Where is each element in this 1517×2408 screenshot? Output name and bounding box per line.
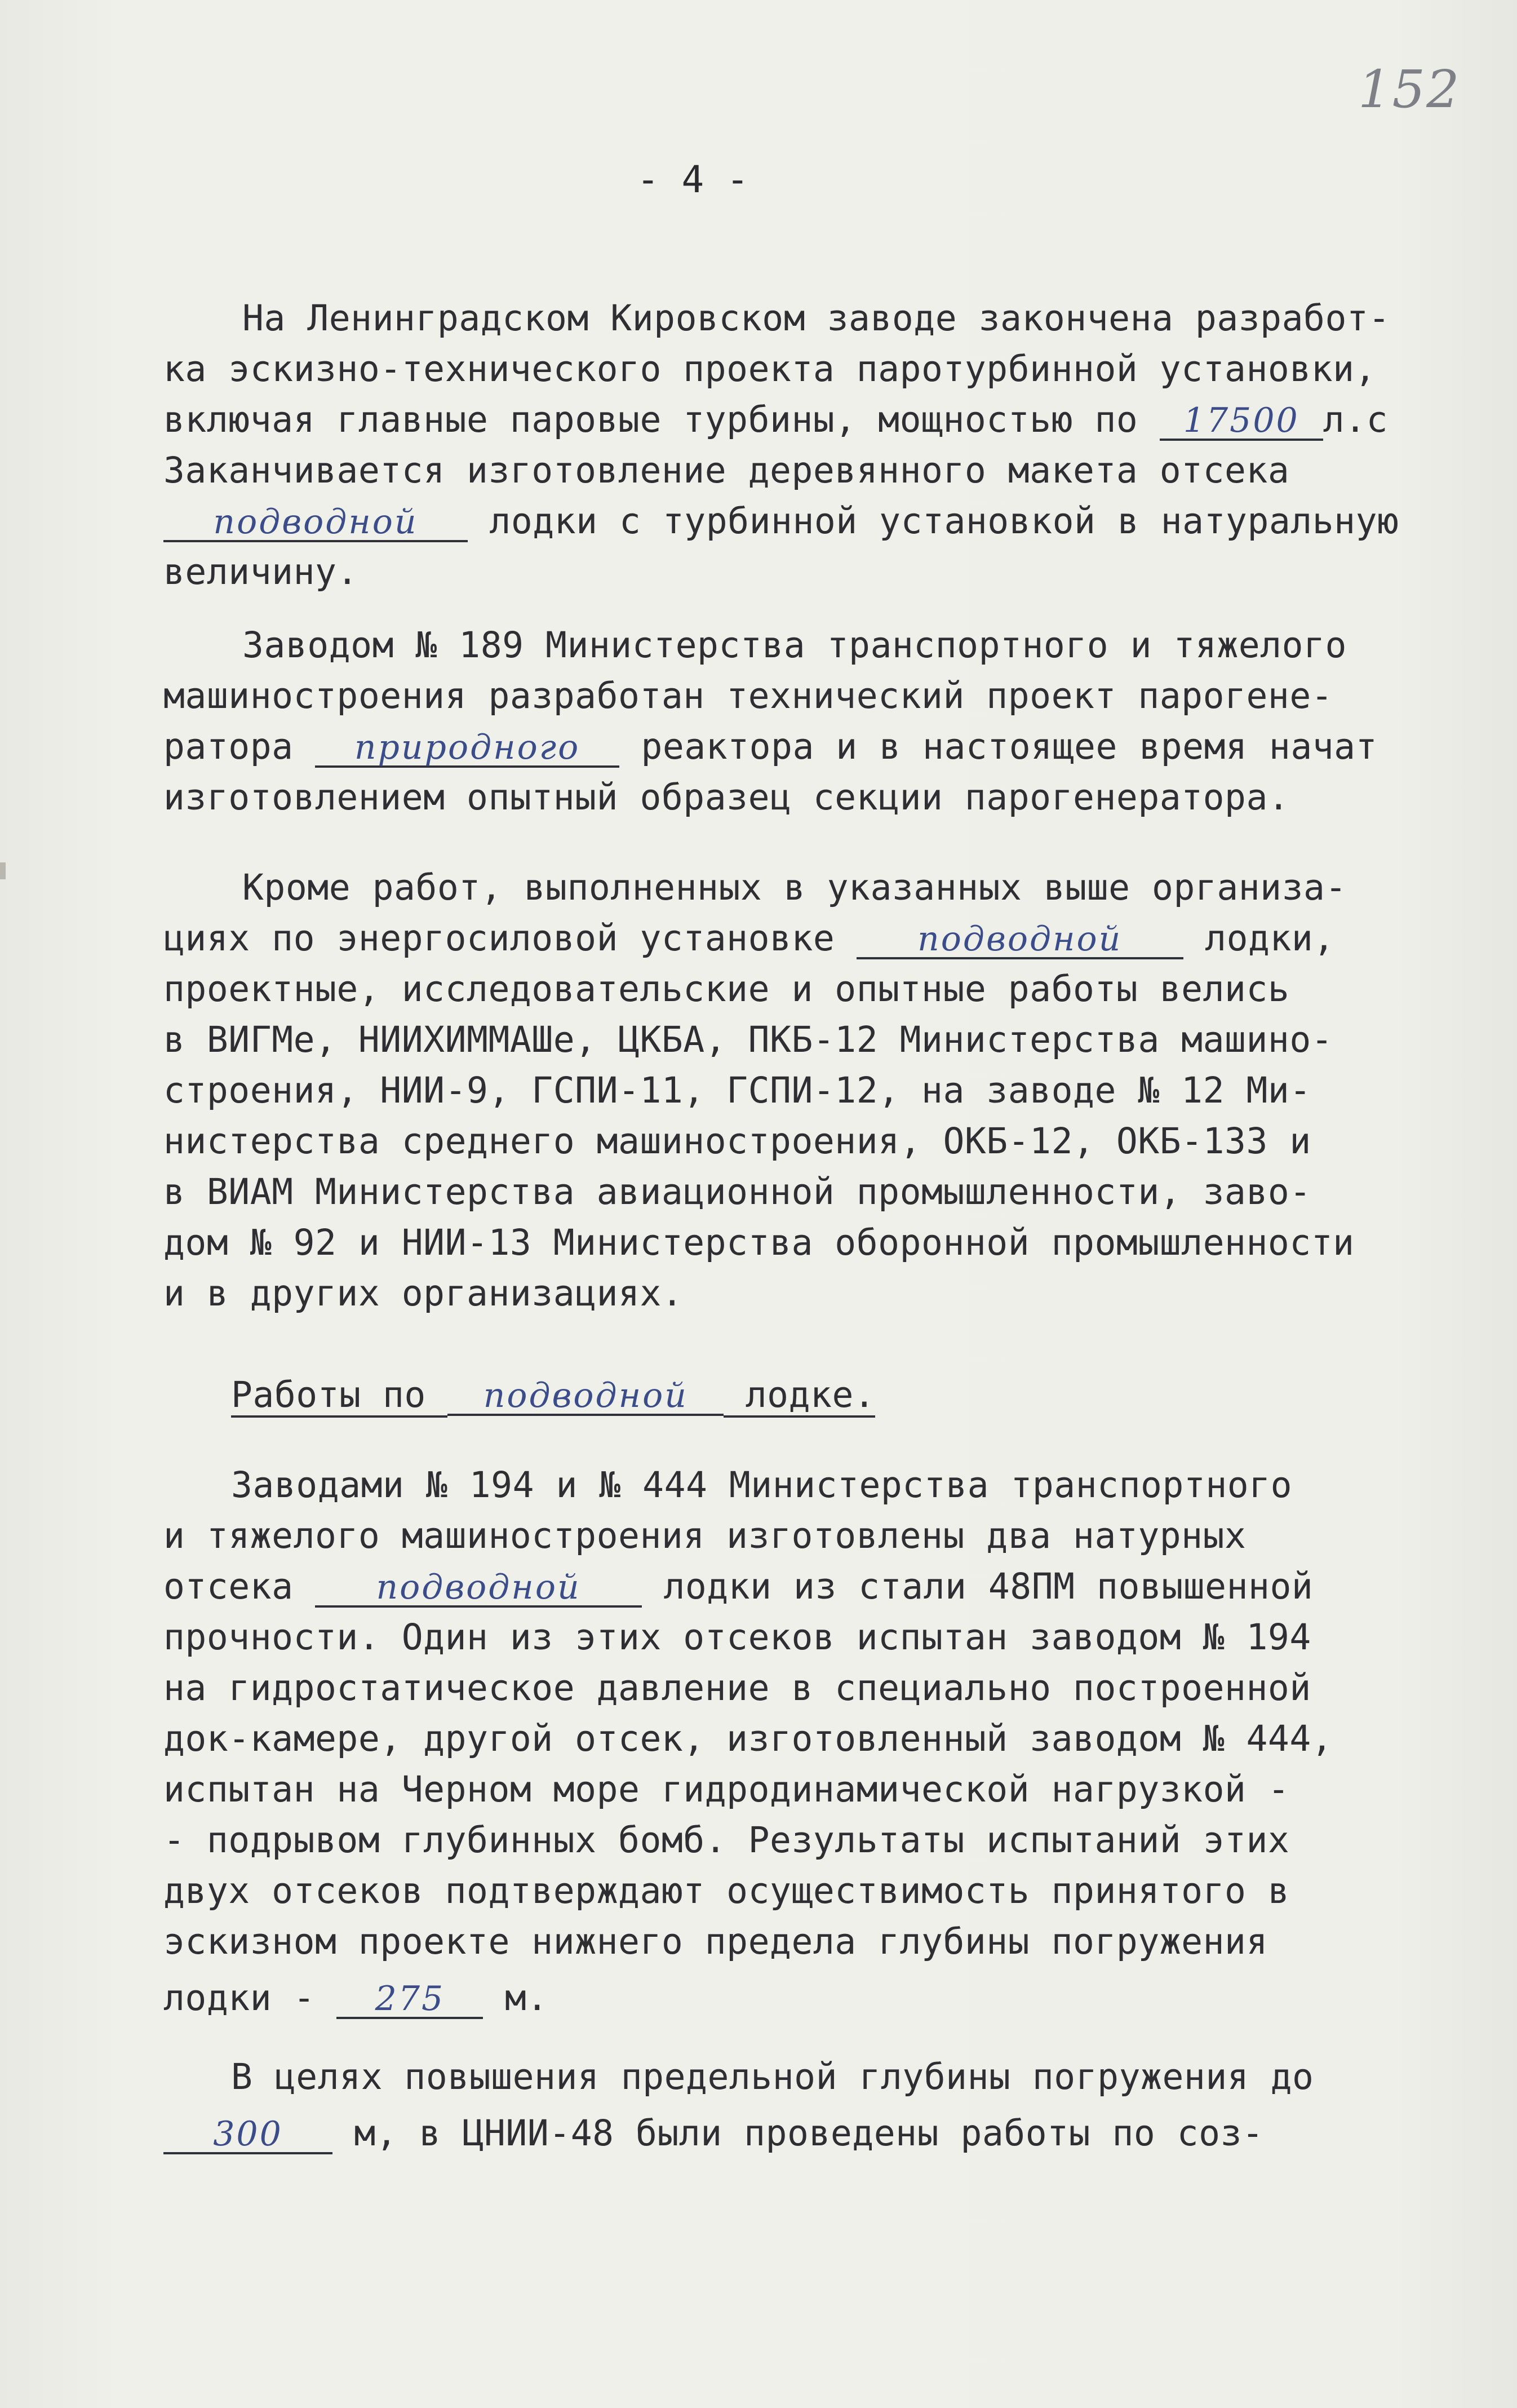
text-line: эскизном проекте нижнего предела глубины погружения — [163, 1921, 1268, 1962]
text-span: м. — [483, 1977, 548, 2019]
text-line: в ВИАМ Министерства авиационной промышленности, заво- — [163, 1171, 1311, 1212]
text-line: На Ленинградском Кировском заводе закончена разработ- — [242, 298, 1390, 339]
handwritten-insert: подводной — [447, 1378, 724, 1416]
handwritten-insert: подводной — [315, 1569, 642, 1608]
text-span: ратора — [163, 726, 316, 767]
text-line: двух отсеков подтверждают осуществимость принятого в — [163, 1870, 1290, 1911]
text-span: реактора и в настоящее время начат — [619, 726, 1378, 767]
text-line: Кроме работ, выполненных в указанных выше организа- — [242, 867, 1347, 908]
text-line: дом № 92 и НИИ-13 Министерства оборонной промышленности — [163, 1222, 1355, 1263]
text-span: лодки - — [163, 1977, 337, 2019]
text-line: ка эскизно-технического проекта паротурбинной установки, — [163, 348, 1377, 389]
text-line — [163, 2108, 1263, 2159]
text-line: проектные, исследовательские и опытные работы велись — [163, 968, 1290, 1010]
text-line: величину. — [163, 551, 358, 592]
text-line: прочности. Один из этих отсеков испытан заводом № 194 — [163, 1617, 1311, 1658]
text-span: включая главные паровые турбины, мощностью по — [163, 399, 1160, 440]
text-line: нистерства среднего машиностроения, ОКБ-12, ОКБ-133 и — [163, 1121, 1311, 1162]
text-line: и в других организациях. — [163, 1273, 684, 1314]
text-span: лодки, — [1183, 918, 1335, 959]
text-line: машиностроения разработан технический проект парогене- — [163, 675, 1333, 716]
text-line: и тяжелого машиностроения изготовлены два натурных — [163, 1515, 1247, 1556]
text-line: В целях повышения предельной глубины погружения до — [231, 2056, 1314, 2097]
heading-text: лодке. — [724, 1374, 875, 1418]
text-line — [163, 395, 1388, 445]
text-line: строения, НИИ-9, ГСПИ-11, ГСПИ-12, на заводе № 12 Ми- — [163, 1070, 1311, 1111]
handwritten-insert: 275 — [336, 1981, 483, 2019]
text-span: циях по энергосиловой установке — [163, 918, 857, 959]
text-span: лодки с турбинной установкой в натуральную — [468, 501, 1399, 542]
text-line: Заводами № 194 и № 444 Министерства транспортного — [231, 1464, 1293, 1506]
text-line: Заканчивается изготовление деревянного макета отсека — [163, 450, 1290, 491]
handwritten-insert: подводной — [857, 921, 1183, 959]
text-line — [163, 913, 1335, 964]
page-number: - 4 - — [637, 158, 749, 201]
handwritten-insert: 17500 — [1160, 402, 1323, 441]
handwritten-insert: 300 — [163, 2116, 332, 2154]
text-line — [163, 1973, 548, 2024]
handwritten-insert: подводной — [163, 504, 468, 542]
text-span: м, в ЦНИИ-48 были проведены работы по соз- — [332, 2113, 1264, 2154]
text-line: док-камере, другой отсек, изготовленный заводом № 444, — [163, 1718, 1333, 1759]
text-line: Заводом № 189 Министерства транспортного и тяжелого — [242, 625, 1347, 666]
text-span: л.с — [1323, 399, 1389, 440]
text-line — [163, 721, 1377, 772]
section-heading — [231, 1370, 875, 1420]
binding-mark — [0, 862, 6, 879]
text-line: изготовлением опытный образец секции парогенератора. — [163, 777, 1290, 818]
text-line: испытан на Черном море гидродинамической нагрузкой - — [163, 1769, 1290, 1810]
text-line: на гидростатическое давление в специально построенной — [163, 1667, 1311, 1708]
handwritten-insert: природного — [315, 729, 619, 768]
text-span: лодки из стали 48ПМ повышенной — [642, 1566, 1314, 1607]
text-line — [163, 496, 1399, 547]
heading-text: Работы по — [231, 1374, 447, 1418]
text-line: в ВИГМе, НИИХИММАШе, ЦКБА, ПКБ-12 Министерства машино- — [163, 1019, 1333, 1060]
text-span: отсека — [163, 1566, 316, 1607]
text-line: - подрывом глубинных бомб. Результаты испытаний этих — [163, 1820, 1290, 1861]
archive-page-number: 152 — [1358, 59, 1461, 119]
text-line — [163, 1561, 1313, 1612]
